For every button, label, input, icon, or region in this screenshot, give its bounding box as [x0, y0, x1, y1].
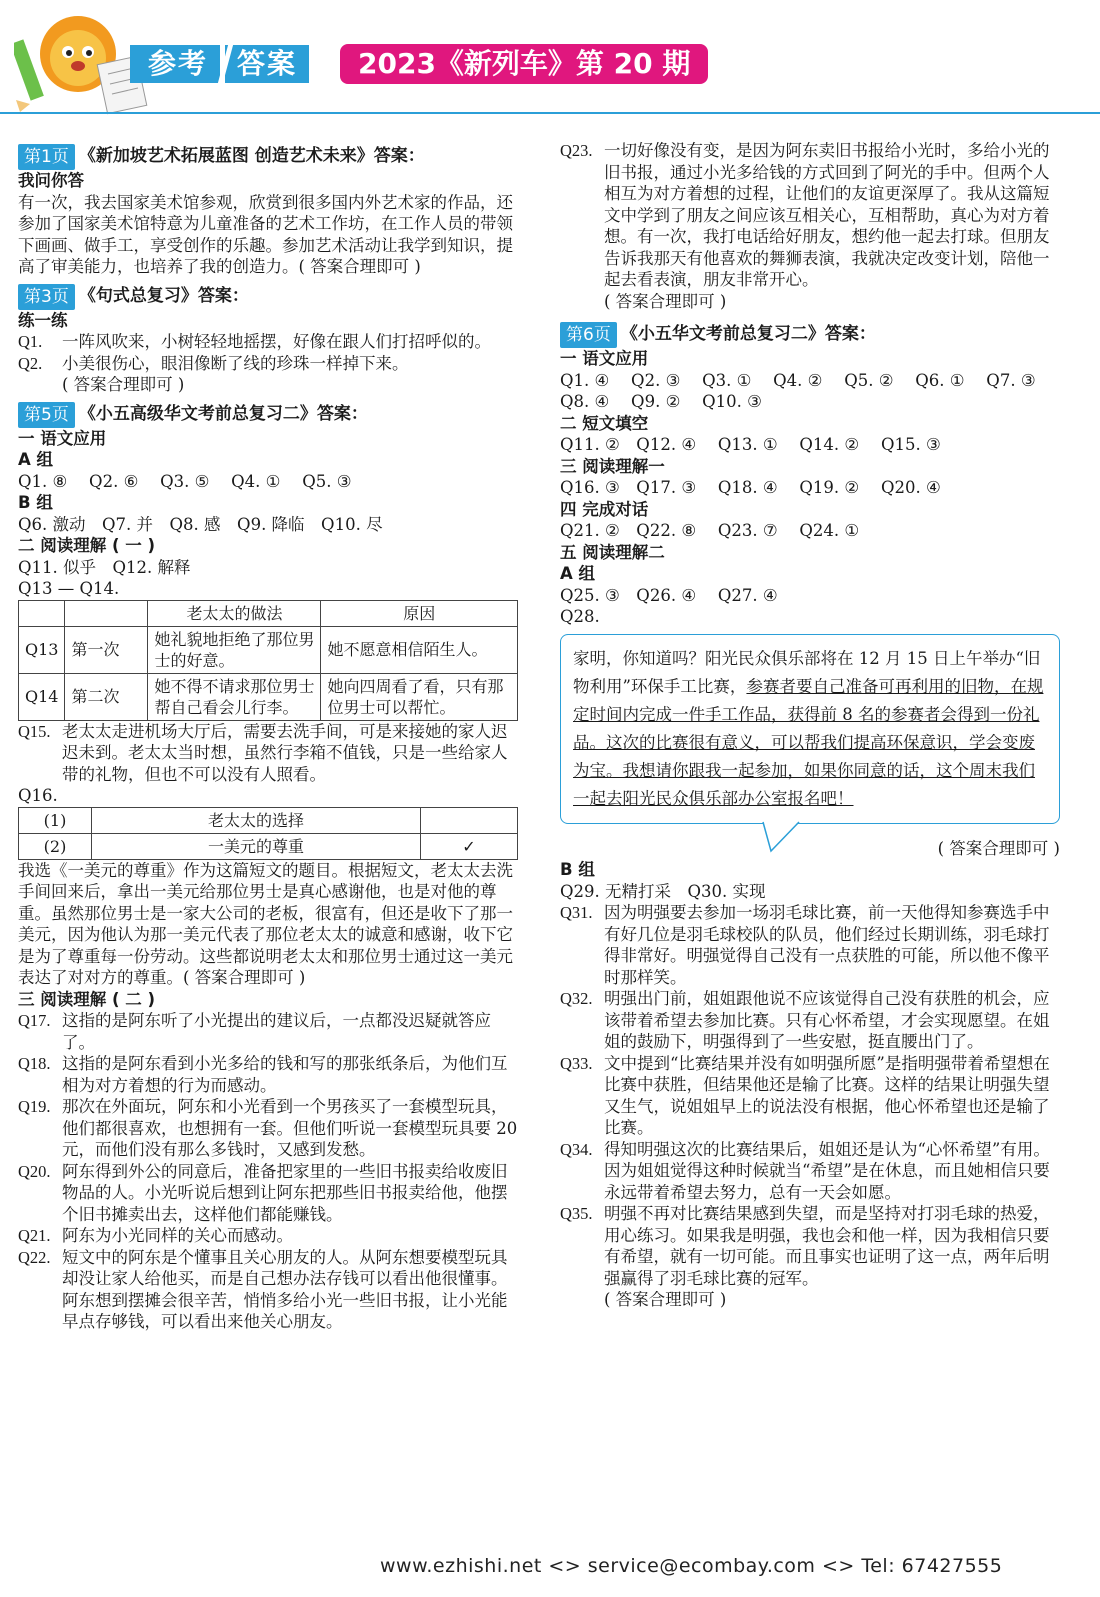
- speech-bubble: [560, 634, 1060, 824]
- check-icon: ✓: [421, 833, 518, 859]
- group-label: B 组: [560, 860, 595, 879]
- issue-title: 2023《新列车》第 20 期: [340, 44, 708, 84]
- question-item: Q19. 那次在外面玩，阿东和小光看到一个男孩买了一套模型玩具，他们都很喜欢，也想拥有一套。但他们听说一套模型玩具要 20 元，而他们没有那么多钱时，又感到发愁。: [18, 1097, 518, 1159]
- section-page5: [18, 402, 518, 1333]
- question-item: Q2. 小美很伤心，眼泪像断了线的珍珠一样掉下来。: [18, 353, 409, 373]
- group-label: A 组: [560, 564, 596, 583]
- right-column: [560, 140, 1060, 1311]
- question-item: Q35. 明强不再对比赛结果感到失望，而是坚持对打羽毛球的热爱，用心练习。如果我是明强，我也会和他一样，因为我相信只要有希望，就有一切可能。而且事实也证明了这一点，两年后明强赢得了羽毛球比赛的冠军。: [560, 1204, 1050, 1288]
- question-item: Q15. 老太太走进机场大厅后，需要去洗手间，可是来接她的家人迟迟未到。老太太当时想，虽然行李箱不值钱，只是一些给家人带的礼物，但也不可以没有人照看。: [18, 721, 508, 784]
- question-label: Q16.: [18, 786, 58, 805]
- answers-line: Q1. ⑧ Q2. ⑥ Q3. ⑤ Q4. ① Q5. ③: [18, 471, 352, 491]
- group-label: B 组: [18, 493, 53, 512]
- question-item: Q31. 因为明强要去参加一场羽毛球比赛，前一天他得知参赛选手中有好几位是羽毛球校队的队员，他们经过长期训练，羽毛球打得非常好。明强觉得自己没有一点获胜的可能，所以他不像平时那样笑。: [560, 903, 1050, 987]
- note: ( 答案合理即可 ): [937, 838, 1060, 858]
- question-item: Q20. 阿东得到外公的同意后，准备把家里的一些旧书报卖给收废旧物品的人。小光听说后想到让阿东把那些旧书报卖给他，他摆个旧书摊卖出去，这样他们都能赚钱。: [18, 1161, 508, 1224]
- left-column: [18, 140, 518, 1333]
- subheading: 我问你答: [18, 171, 84, 190]
- answers-line: Q1. ④ Q2. ③ Q3. ① Q4. ② Q5. ② Q6. ① Q7. ③: [560, 370, 1036, 390]
- question-label: Q13 — Q14.: [18, 579, 120, 598]
- answers-line: Q21. ② Q22. ⑧ Q23. ⑦ Q24. ①: [560, 521, 860, 540]
- header-divider: [0, 112, 1100, 114]
- question-item: Q22. 短文中的阿东是个懂事且关心朋友的人。从阿东想要模型玩具却没让家人给他买，而是自己想办法存钱可以看出他很懂事。阿东想到摆摊会很辛苦，悄悄多给小光一些旧书报，让小光能早点存够钱，可以看出来他关心朋友。: [18, 1247, 508, 1331]
- question-item: Q23. 一切好像没有变，是因为阿东卖旧书报给小光时，多给小光的旧书报，通过小光多给钱的方式回到了阿光的手中。但两个人相互为对方着想的过程，让他们的友谊更深厚了。我从这篇短文中学到了朋友之间应该互相关心，互相帮助，真心为对方着想。有一次，我打电话给好朋友，想约他一起去打球。但朋友告诉我那天有他喜欢的舞狮表演，我就决定改变计划，陪他一起去看表演，朋友非常开心。: [560, 141, 1050, 289]
- answer-tag-part2: 答案: [225, 45, 309, 83]
- answers-line: Q16. ③ Q17. ③ Q18. ④ Q19. ② Q20. ④: [560, 478, 941, 497]
- subheading: 二 阅读理解 ( 一 ): [18, 536, 156, 555]
- question-item: Q17. 这指的是阿东听了小光提出的建议后，一点都没迟疑就答应了。: [18, 1011, 491, 1052]
- bubble-tail: [761, 821, 801, 853]
- question-item: Q33. 文中提到“比赛结果并没有如明强所愿”是指明强带着希望想在比赛中获胜，但结果他还是输了比赛。这样的结果让明强失望又生气，说姐姐早上的说法没有根据，他心怀希望也还是输了比赛。: [560, 1053, 1050, 1137]
- subheading: 三 阅读理解 ( 二 ): [18, 989, 156, 1009]
- question-item: Q18. 这指的是阿东看到小光多给的钱和写的那张纸条后，为他们互相为对方着想的行为而感动。: [18, 1054, 508, 1095]
- subheading: 二 短文填空: [560, 413, 649, 433]
- page-tag: 第5页: [18, 402, 75, 428]
- answers-line: Q11. 似乎 Q12. 解释: [18, 557, 191, 577]
- bubble-text: 家明，你知道吗？阳光民众俱乐部将在 12 月 15 日上午举办“旧物利用”环保手工比赛，: [573, 648, 1041, 696]
- section-title: 《新加坡艺术拓展蓝图 创造艺术未来》答案：: [78, 146, 425, 167]
- answers-line: Q25. ③ Q26. ④ Q27. ④: [560, 585, 778, 605]
- group-label: A 组: [18, 450, 54, 469]
- question-item: Q32. 明强出门前，姐姐跟他说不应该觉得自己没有获胜的机会，应该带着希望去参加比赛。只有心怀希望，才会实现愿望。在姐姐的鼓励下，明强得到了一些安慰，挺直腰出门了。: [560, 989, 1050, 1051]
- subheading: 一 语文应用: [18, 428, 107, 448]
- section-title: 《小五高级华文考前总复习二》答案：: [78, 403, 368, 424]
- answer-table-q13-q14: 老太太的做法 原因 Q13 第一次 她礼貌地拒绝了那位男士的好意。 她不愿意相信陌生人。 Q14 第二次 她不得不请求那位男士帮自己看会儿行李。 她向四周看了看，只有那位男士可以帮忙。: [18, 600, 518, 721]
- answers-line: Q29. 无精打采 Q30. 实现: [560, 881, 766, 901]
- section-page3: [18, 284, 518, 396]
- header: [0, 0, 1100, 118]
- note: ( 答案合理即可 ): [604, 1290, 727, 1309]
- answers-line: Q6. 激动 Q7. 并 Q8. 感 Q9. 降临 Q10. 尽: [18, 514, 383, 534]
- answer-text: 我选《一美元的尊重》作为这篇短文的题目。根据短文，老太太去洗手间回来后，拿出一美元给那位男士是真心感谢他，也是对他的尊重。虽然那位男士是一家大公司的老板，很富有，但还是收下了那一美元，因为他认为那一美元代表了那位老太太的诚意和感谢，收下它是为了尊重每一份劳动。这些都说明老太太和那位男士通过这一美元表达了对对方的尊重。( 答案合理即可 ): [18, 860, 513, 987]
- page-tag: 第3页: [18, 284, 75, 310]
- subheading: 四 完成对话: [560, 499, 649, 519]
- question-item: Q1. 一阵风吹来，小树轻轻地摇摆，好像在跟人们打招呼似的。: [18, 332, 491, 351]
- bubble-text-underlined: 参赛者要自己准备可再利用的旧物，在规定时间内完成一件手工作品，获得前 8 名的参赛者会得到一份礼品。这次的比赛很有意义，可以帮我们提高环保意识，学会变废为宝。我想请你跟我一起参加，如果你同意的话，这个周末我们一起去阳光民众俱乐部办公室报名吧！: [573, 676, 1044, 808]
- note: ( 答案合理即可 ): [62, 375, 185, 394]
- subheading: 三 阅读理解一: [560, 456, 665, 476]
- subheading: 练一练: [18, 310, 68, 330]
- question-item: Q34. 得知明强这次的比赛结果后，姐姐还是认为“心怀希望”有用。因为姐姐觉得这种时候就当“希望”是在休息，而且她相信只要永远带着希望去努力，总有一天会如愿。: [560, 1139, 1050, 1202]
- subheading: 一 语文应用: [560, 349, 649, 368]
- question-label: Q28.: [560, 607, 600, 626]
- section-title: 《句式总复习》答案：: [78, 285, 249, 306]
- answer-tag-part1: 参考: [130, 45, 220, 83]
- section-title: 《小五华文考前总复习二》答案：: [620, 324, 876, 345]
- section-page6: [560, 322, 1060, 1311]
- answers-line: Q8. ④ Q9. ② Q10. ③: [560, 392, 762, 411]
- footer-contact: www.ezhishi.net <> service@ecombay.com <> Tel: 67427555: [380, 1555, 1003, 1577]
- answers-line: Q11. ② Q12. ④ Q13. ① Q14. ② Q15. ③: [560, 435, 941, 454]
- page-tag: 第1页: [18, 144, 75, 170]
- question-item: Q21. 阿东为小光同样的关心而感动。: [18, 1226, 293, 1245]
- page-tag: 第6页: [560, 322, 617, 348]
- answer-table-q16: (1) 老太太的选择 (2) 一美元的尊重 ✓: [18, 807, 518, 860]
- note: ( 答案合理即可 ): [604, 291, 727, 311]
- subheading: 五 阅读理解二: [560, 542, 665, 562]
- section-page1: [18, 144, 518, 278]
- answer-text: 有一次，我去国家美术馆参观，欣赏到很多国内外艺术家的作品，还参加了国家美术馆特意为儿童准备的艺术工作坊，在工作人员的带领下画画、做手工，享受创作的乐趣。参加艺术活动让我学到知识，提高了审美能力，也培养了我的创造力。( 答案合理即可 ): [18, 192, 513, 276]
